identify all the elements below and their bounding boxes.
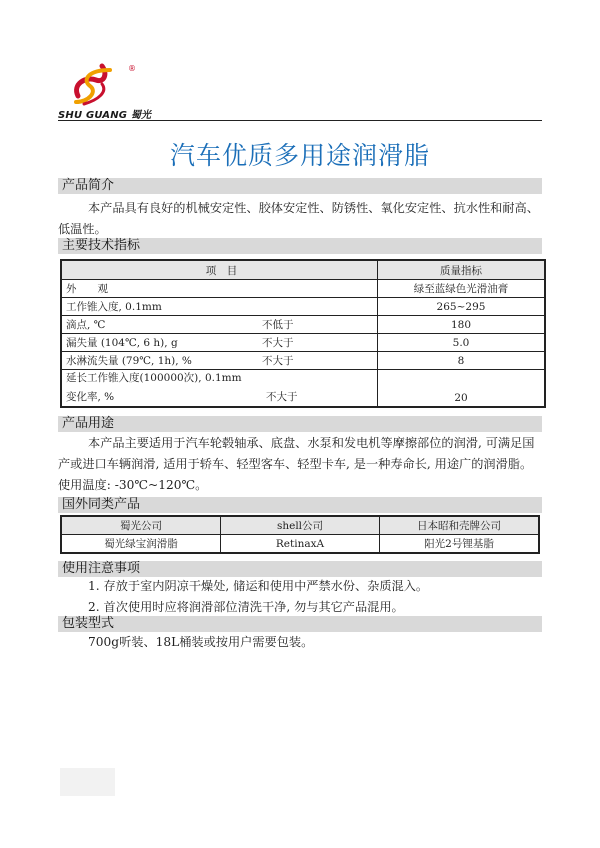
brand-name: SHU GUANG 蜀光: [58, 110, 152, 121]
col-header-value: 质量指标: [378, 260, 546, 280]
usage-paragraph: [58, 433, 542, 496]
spec-value: 8: [378, 352, 546, 370]
section-heading-intro: [58, 178, 542, 194]
section-heading-text: 主要技术指标: [62, 238, 141, 253]
list-item: 1. 存放于室内阴凉干燥处, 储运和使用中严禁水份、杂质混入。: [88, 579, 429, 593]
spec-item: 水淋流失量 (79℃, 1h), %: [66, 355, 192, 367]
section-heading-similar: [58, 497, 542, 513]
section-heading-text: 国外同类产品: [62, 497, 141, 512]
intro-text: 本产品具有良好的机械安定性、胶体安定性、防锈性、氧化安定性、抗水性和耐高、低温性。: [58, 201, 539, 236]
page-corner-mark: [60, 768, 115, 796]
spec-item: 漏失量 (104℃, 6 h), g: [66, 337, 178, 349]
list-item: 2. 首次使用时应将润滑部位清洗干净, 勿与其它产品混用。: [88, 600, 404, 614]
packaging-paragraph: [58, 632, 542, 653]
spec-table: [60, 259, 546, 408]
table-row: [61, 370, 545, 408]
shuguang-logo-icon: [68, 62, 118, 106]
spec-condition: 不大于: [262, 337, 294, 349]
header-divider: [58, 120, 542, 121]
spec-item: 工作锥入度, 0.1mm: [66, 301, 162, 313]
product-name: 阳光2号锂基脂: [380, 535, 540, 554]
brand-logo: [58, 62, 178, 122]
spec-item-sub: 变化率, %: [66, 391, 115, 403]
spec-item: 外 观: [66, 283, 108, 295]
section-heading-text: 包装型式: [62, 616, 115, 631]
section-heading-packaging: [58, 616, 542, 632]
section-heading-text: 产品简介: [62, 178, 115, 193]
spec-condition: 不低于: [262, 319, 294, 331]
section-heading-text: 使用注意事项: [62, 561, 141, 576]
spec-table-header: [61, 260, 545, 280]
table-row: [61, 352, 545, 370]
similar-products-table: [60, 515, 540, 554]
spec-value: 20: [378, 370, 546, 408]
registered-mark: ®: [128, 64, 136, 73]
company-header: 日本昭和壳牌公司: [380, 516, 540, 535]
table-row: [61, 334, 545, 352]
intro-paragraph: [58, 198, 542, 240]
table-row: [61, 298, 545, 316]
spec-value: 绿至蓝绿色光滑油膏: [378, 280, 546, 298]
notes-list: [58, 576, 542, 618]
section-heading-notes: [58, 561, 542, 577]
table-row: [61, 316, 545, 334]
spec-condition: 不大于: [262, 355, 294, 367]
comparison-header-row: [61, 516, 539, 535]
table-row: [61, 280, 545, 298]
spec-item: 滴点, ℃: [66, 319, 106, 331]
col-header-item: 项 目: [61, 260, 378, 280]
product-name: 蜀光绿宝润滑脂: [61, 535, 221, 554]
page-title: 汽车优质多用途润滑脂: [169, 141, 430, 170]
spec-condition: 不大于: [266, 391, 298, 403]
spec-item: 延长工作锥入度(100000次), 0.1mm: [66, 372, 242, 384]
usage-text: 本产品主要适用于汽车轮毂轴承、底盘、水泵和发电机等摩擦部位的润滑, 可满足国产或进口车辆润滑, 适用于轿车、轻型客车、轻型卡车, 是一种寿命长, 用途广的润滑脂。使用温度: -30℃~120℃。: [58, 436, 535, 492]
company-header: 蜀光公司: [61, 516, 221, 535]
table-row: [61, 535, 539, 554]
section-heading-text: 产品用途: [62, 416, 115, 431]
packaging-text: 700g听装、18L桶装或按用户需要包装。: [88, 635, 314, 649]
spec-value: 5.0: [378, 334, 546, 352]
section-heading-usage: [58, 416, 542, 432]
product-name: RetinaxA: [221, 535, 380, 554]
spec-value: 265~295: [378, 298, 546, 316]
spec-value: 180: [378, 316, 546, 334]
section-heading-specs: [58, 238, 542, 254]
company-header: shell公司: [221, 516, 380, 535]
